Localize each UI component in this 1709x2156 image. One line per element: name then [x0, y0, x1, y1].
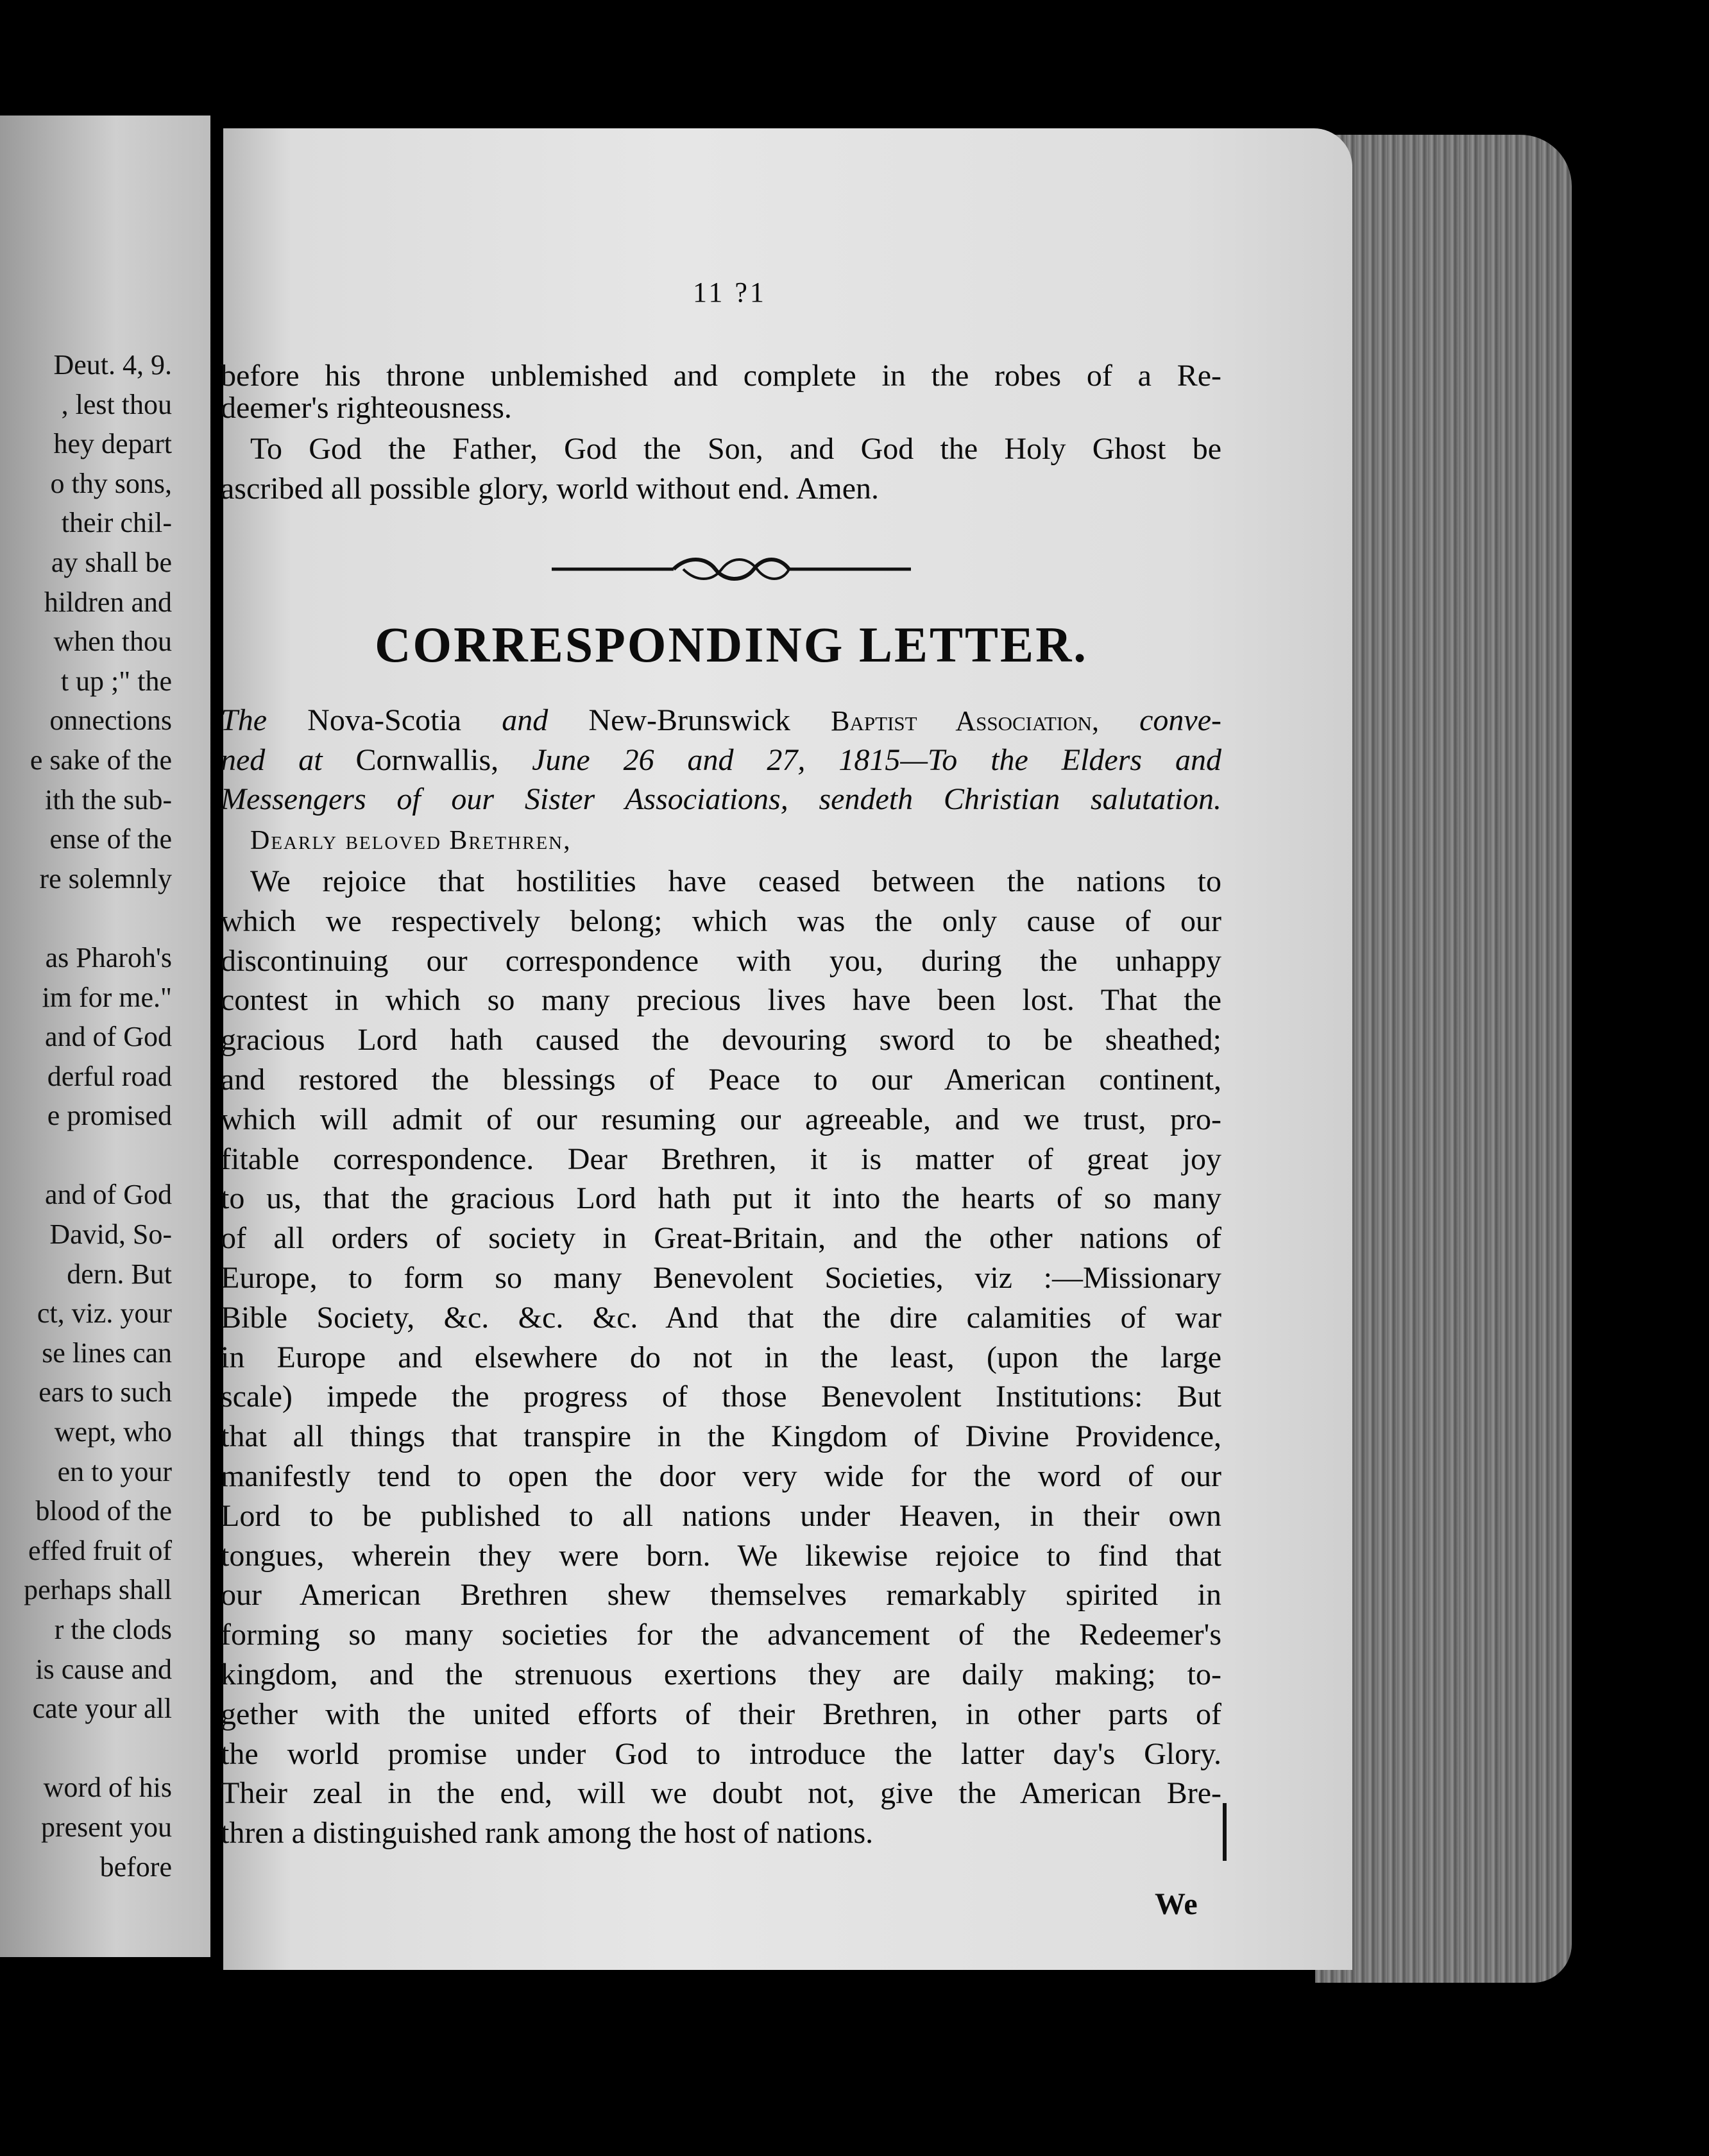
body-line: our American Brethren shew themselves remarkably spirited in: [221, 1578, 1221, 1613]
body-line: contest in which so many precious lives have been lost. That the: [221, 983, 1221, 1018]
intro-text: Cornwallis,: [355, 743, 499, 777]
body-line: We rejoice that hostilities have ceased between the nations to: [250, 864, 1221, 898]
left-line: e sake of the: [30, 744, 172, 776]
intro-text: and: [502, 703, 548, 737]
left-line: en to your: [57, 1455, 172, 1487]
left-line: ct, viz. your: [37, 1297, 172, 1330]
left-line: and of God: [45, 1021, 172, 1053]
left-line: and of God: [45, 1179, 172, 1211]
body-line: gracious Lord hath caused the devouring sword to be sheathed;: [221, 1023, 1221, 1057]
intro-line: [221, 701, 1221, 740]
body-line: Lord to be published to all nations under Heaven, in their own: [221, 1498, 1221, 1533]
margin-mark: [1223, 1803, 1227, 1861]
body-line: of all orders of society in Great-Britain, and the other nations of: [221, 1221, 1221, 1256]
body-line: tongues, wherein they were born. We likewise rejoice to find that: [221, 1538, 1221, 1573]
intro-text: June 26 and 27, 1815—To the Elders and: [532, 743, 1222, 777]
body-line: fitable correspondence. Dear Brethren, it is matter of great joy: [221, 1142, 1221, 1176]
body-line: that all things that transpire in the Kingdom of Divine Providence,: [221, 1419, 1221, 1454]
left-line: o thy sons,: [50, 467, 172, 499]
intro-text: ned at: [221, 743, 323, 777]
body-line: forming so many societies for the advancement of the Redeemer's: [221, 1618, 1221, 1652]
left-line: before: [99, 1851, 172, 1883]
left-line: cate your all: [32, 1693, 172, 1725]
intro-text: conve-: [1139, 703, 1222, 737]
body-line: to us, that the gracious Lord hath put it into the hearts of so many: [221, 1181, 1221, 1216]
intro-text: New-Brunswick: [588, 703, 791, 737]
left-line: blood of the: [35, 1495, 172, 1527]
left-line: as Pharoh's: [45, 941, 172, 973]
left-line: im for me.": [42, 981, 172, 1013]
left-line: hildren and: [44, 586, 172, 618]
body-line: which we respectively belong; which was the only cause of our: [221, 903, 1221, 938]
left-line: onnections: [49, 705, 172, 737]
left-line: effed fruit of: [28, 1534, 172, 1566]
left-line: derful road: [47, 1060, 172, 1092]
left-line: is cause and: [35, 1653, 172, 1685]
left-line: se lines can: [42, 1337, 172, 1369]
body-line: manifestly tend to open the door very wide for the word of our: [221, 1459, 1221, 1493]
left-line: r the clods: [54, 1614, 172, 1645]
intro-line: [221, 740, 1221, 780]
left-line: when thou: [53, 626, 172, 658]
left-line: ith the sub-: [45, 783, 172, 816]
opening-line: To God the Father, God the Son, and God the Holy Ghost be: [250, 432, 1221, 466]
body-line: Their zeal in the end, will we doubt not, give the American Bre-: [221, 1776, 1221, 1811]
body-line: which will admit of our resuming our agreeable, and we trust, pro-: [221, 1102, 1221, 1136]
left-line: ay shall be: [51, 546, 172, 578]
body-line: thren a distinguished rank among the host of nations.: [221, 1816, 874, 1851]
left-line: ense of the: [49, 823, 172, 855]
intro-text: The: [221, 703, 267, 737]
left-line: word of his: [43, 1772, 172, 1804]
left-line: , lest thou: [61, 388, 172, 420]
letter-intro: [221, 701, 1221, 819]
body-line: discontinuing our correspondence with you, during the unhappy: [221, 943, 1221, 978]
left-line: ears to such: [38, 1376, 172, 1408]
left-line: David, So-: [49, 1219, 172, 1251]
body-line: and restored the blessings of Peace to our American continent,: [221, 1063, 1221, 1097]
left-line: hey depart: [53, 428, 172, 460]
body-line: kingdom, and the strenuous exertions they are daily making; to-: [221, 1657, 1221, 1691]
catchword: We: [1155, 1887, 1198, 1921]
body-line: Europe, to form so many Benevolent Societies, viz :—Missionary: [221, 1261, 1221, 1295]
left-line: present you: [40, 1811, 172, 1843]
left-line: their chil-: [61, 507, 172, 539]
body-line: the world promise under God to introduce the latter day's Glory.: [221, 1736, 1221, 1771]
body-line: gether with the united efforts of their Brethren, in other parts of: [221, 1697, 1221, 1731]
ornamental-rule: [552, 553, 911, 585]
body-line: in Europe and elsewhere do not in the least, (upon the large: [221, 1340, 1221, 1374]
salutation: Dearly beloved Brethren,: [250, 826, 572, 855]
left-line: dern. But: [67, 1258, 172, 1290]
opening-line: deemer's righteousness.: [221, 391, 512, 425]
body-line: Bible Society, &c. &c. &c. And that the dire calamities of war: [221, 1300, 1221, 1335]
left-line: wept, who: [54, 1416, 172, 1448]
left-line: perhaps shall: [24, 1574, 172, 1606]
body-line: scale) impede the progress of those Benevolent Institutions: But: [221, 1380, 1221, 1414]
opening-line: before his throne unblemished and complete in the robes of a Re-: [221, 359, 1221, 393]
intro-text: Nova-Scotia: [307, 703, 462, 737]
intro-line: Messengers of our Sister Associations, sendeth Christian salutation.: [221, 782, 1221, 816]
left-line: Deut. 4, 9.: [53, 349, 172, 381]
page-title: CORRESPONDING LETTER.: [375, 617, 1088, 672]
left-line: re solemnly: [39, 862, 172, 894]
left-line: e promised: [47, 1100, 172, 1132]
intro-text: Baptist Association,: [831, 705, 1099, 737]
left-line: t up ;" the: [60, 665, 172, 697]
page-number: 11 ?1: [693, 277, 767, 308]
opening-line: ascribed all possible glory, world without end. Amen.: [221, 472, 880, 506]
